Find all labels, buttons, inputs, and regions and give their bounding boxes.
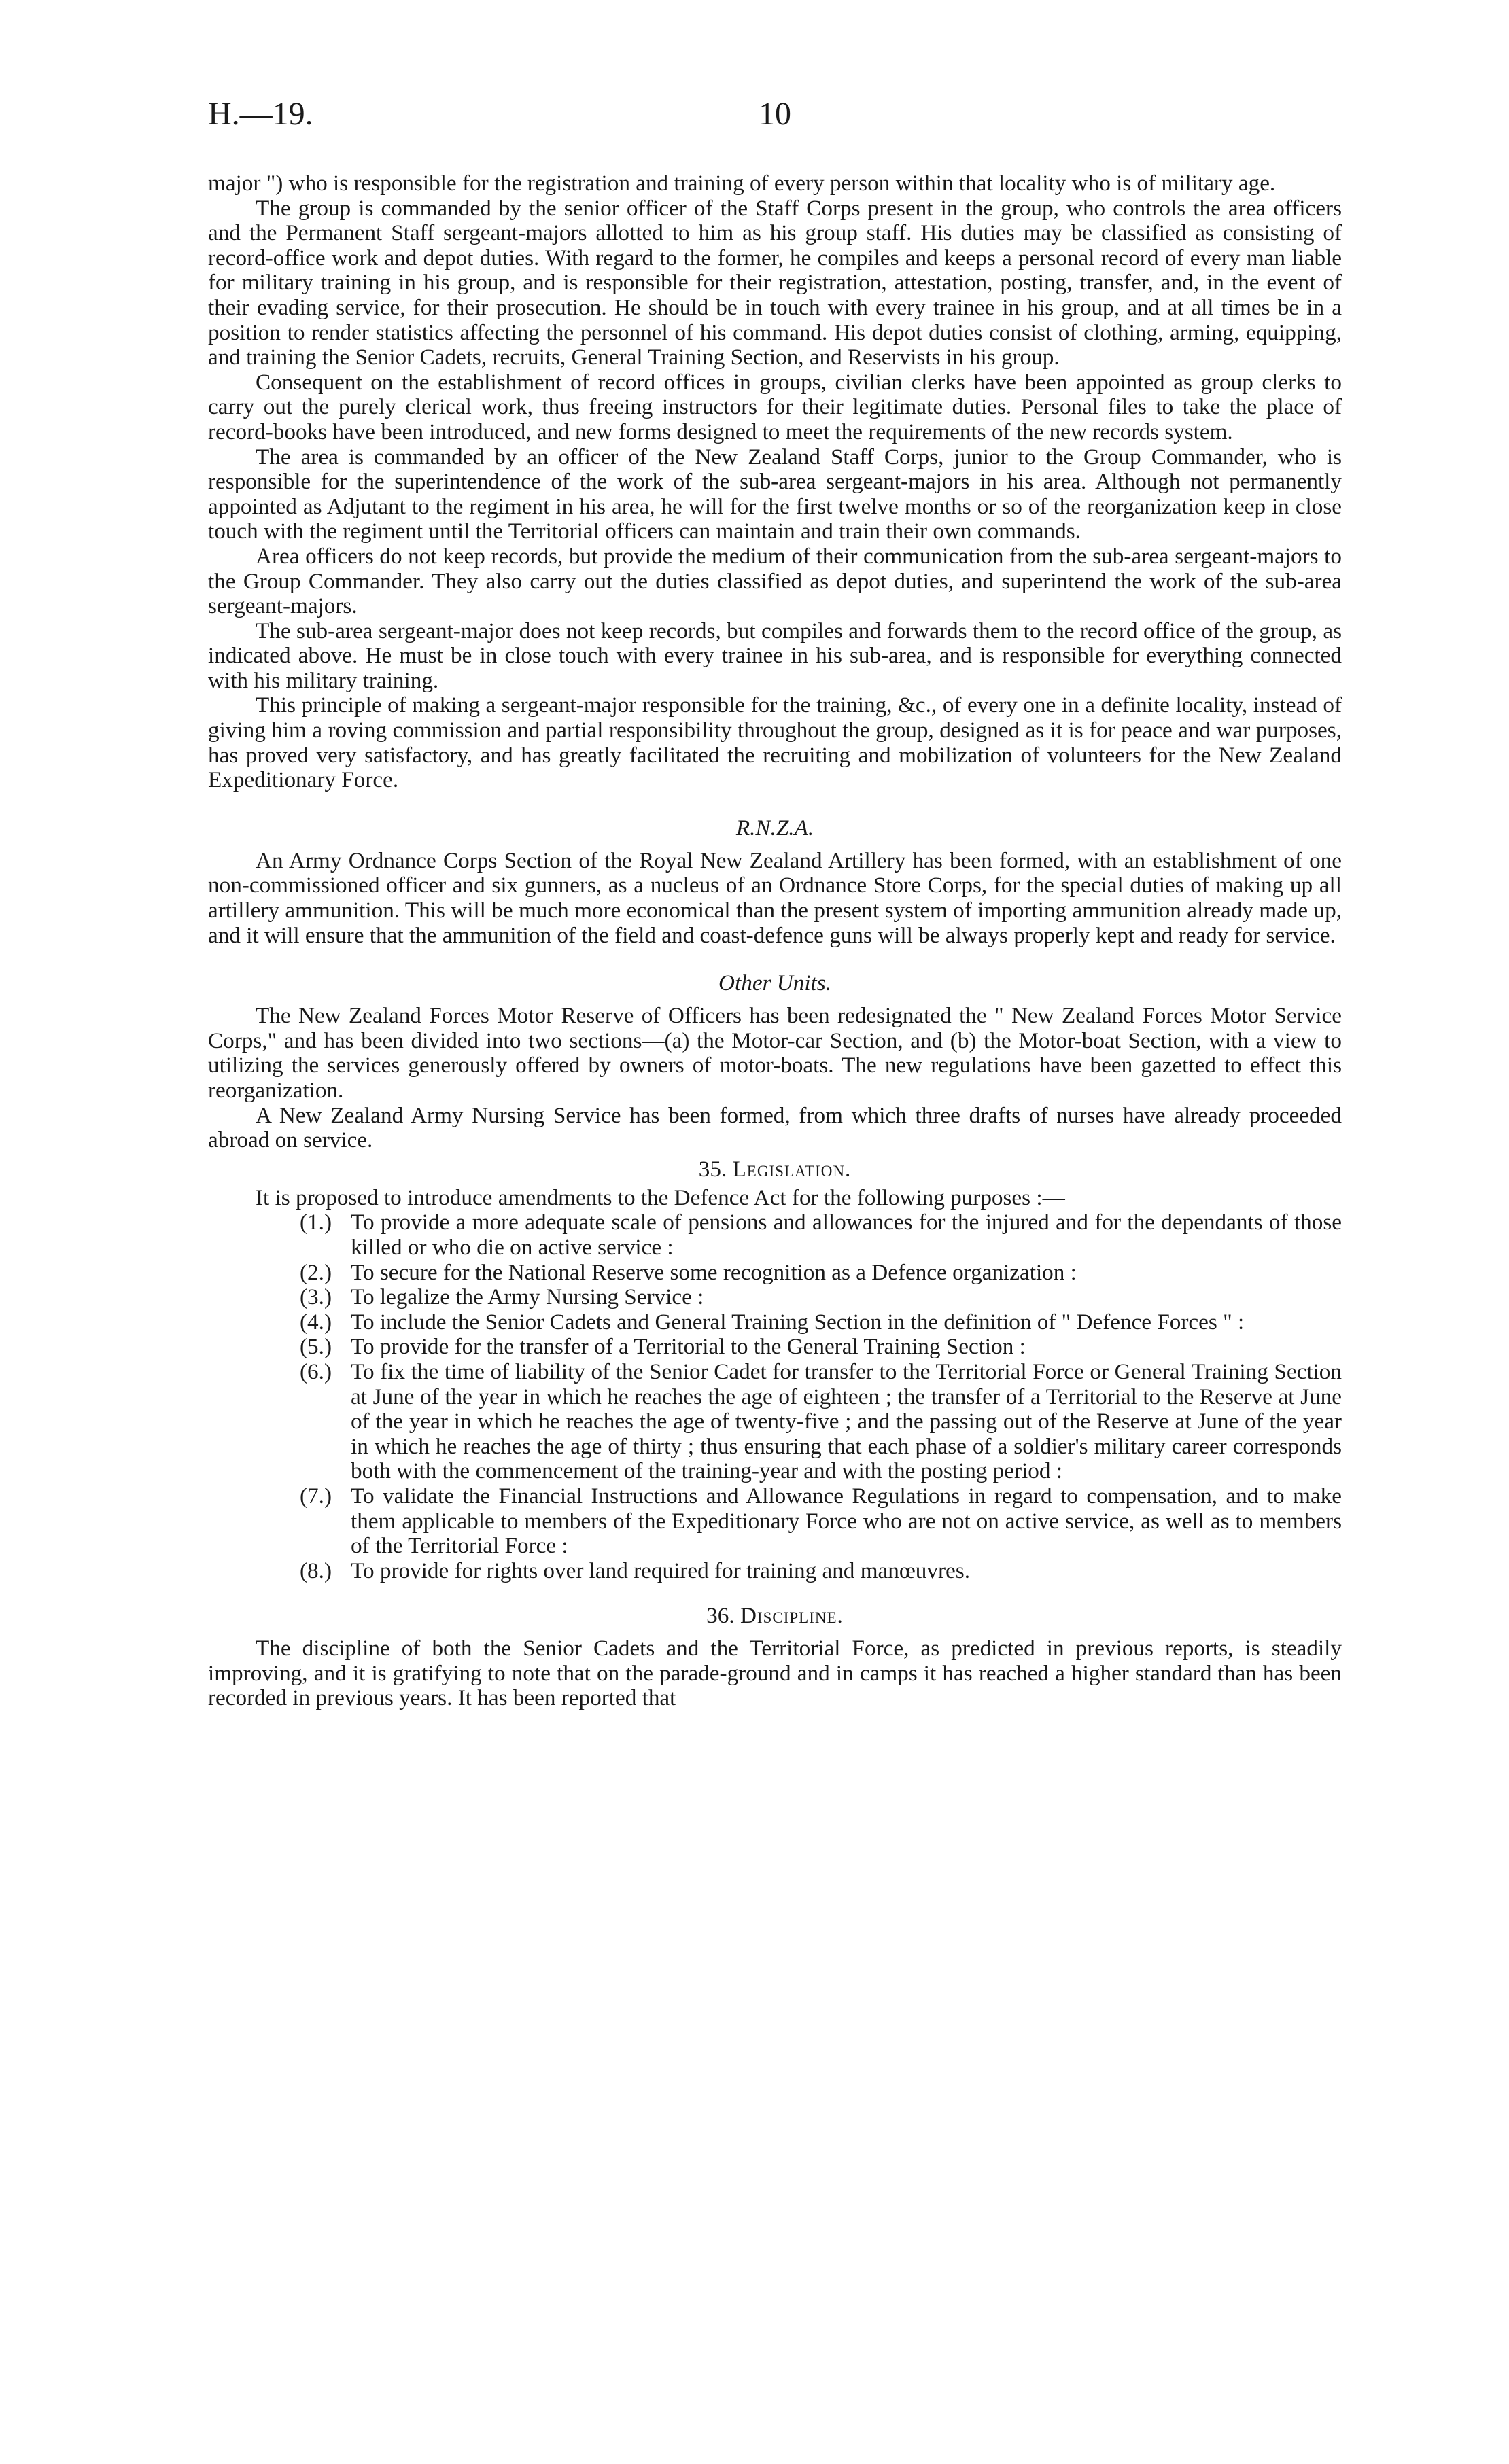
legislation-list (208, 1210, 1342, 1583)
list-item-text: To include the Senior Cadets and General Training Section in the definition of " Defence Forces " : (351, 1309, 1245, 1335)
section-heading-legislation (208, 1156, 1342, 1183)
paragraph: It is proposed to introduce amendments to the Defence Act for the following purposes :— (256, 1184, 1065, 1210)
section-title: Legislation. (732, 1156, 852, 1182)
list-item-text: To provide for the transfer of a Territorial to the General Training Section : (351, 1334, 1026, 1360)
section-title: Discipline. (740, 1603, 844, 1629)
paragraph: The New Zealand Forces Motor Reserve of Officers has been redesignated the " New Zealand Forces Motor Service Corps," and has been divided into two sections—(a) the Motor-car Section, and (b) the Motor-boat Section, with a view to utilizing the services generously offered by owners of motor-boats. The new regulations have been gazetted to effect this reorganization. (208, 1003, 1342, 1103)
paragraph: major ") who is responsible for the registration and training of every person within that locality who is of military age. (208, 171, 1276, 196)
paragraph: The group is commanded by the senior officer of the Staff Corps present in the group, who controls the area officers and the Permanent Staff sergeant-majors allotted to him as his group staff. His duties may be classified as consisting of record-office work and depot duties. With regard to the former, he compiles and keeps a personal record of every man liable for military training in his group, and is responsible for their registration, attestation, posting, transfer, and, in the event of their evading service, for their prosecution. He should be in touch with every trainee in his group, and at all times be in a position to render statistics affecting the personnel of his command. His depot duties consist of clothing, arming, equipping, and training the Senior Cadets, recruits, General Training Section, and Reservists in his group. (208, 195, 1342, 370)
list-item (208, 1484, 1342, 1559)
paragraph: Area officers do not keep records, but provide the medium of their communication from the sub-area sergeant-majors to the Group Commander. They also carry out the duties classified as depot duties, and superintend the work of the sub-area sergeant-majors. (208, 543, 1342, 619)
list-item-text: To provide for rights over land required for training and manœuvres. (351, 1557, 970, 1583)
list-item (208, 1285, 1342, 1310)
section-heading-discipline (208, 1602, 1342, 1630)
list-item-number: (5.) (300, 1334, 332, 1360)
paragraph: The discipline of both the Senior Cadets and the Territorial Force, as predicted in previous reports, is steadily improving, and it is gratifying to note that on the parade-ground and in camps it has reached a higher standard than has been recorded in previous years. It has been reported that (208, 1636, 1342, 1711)
paragraph: Consequent on the establishment of record offices in groups, civilian clerks have been appointed as group clerks to carry out the purely clerical work, thus freeing instructors for their legitimate duties. Personal files to take the place of record-books have been introduced, and new forms designed to meet the requirements of the new records system. (208, 369, 1342, 444)
list-item-number: (1.) (300, 1210, 332, 1235)
list-item-number: (3.) (300, 1284, 332, 1310)
list-item (208, 1310, 1342, 1335)
paragraph: A New Zealand Army Nursing Service has been formed, from which three drafts of nurses have already proceeded abroad on service. (208, 1102, 1342, 1153)
list-item (208, 1335, 1342, 1360)
list-item (208, 1261, 1342, 1286)
list-item-text: To secure for the National Reserve some recognition as a Defence organization : (351, 1259, 1077, 1285)
page-number: 10 (759, 96, 791, 132)
list-item (208, 1360, 1342, 1484)
list-item-number: (2.) (300, 1259, 332, 1285)
document-reference: H.—19. (208, 96, 313, 132)
list-item-text: To validate the Financial Instructions and Allowance Regulations in regard to compensation, and to make them applicable to members of the Expeditionary Force who are not on active service, as well as to members of the Territorial Force : (351, 1483, 1342, 1559)
list-item-number: (6.) (300, 1358, 332, 1384)
section-number: 35. (698, 1156, 727, 1182)
section-heading-rnza: R.N.Z.A. (735, 815, 814, 841)
list-item-text: To legalize the Army Nursing Service : (351, 1284, 704, 1310)
list-item-text: To provide a more adequate scale of pensions and allowances for the injured and for the dependants of those killed or who die on active service : (351, 1210, 1342, 1260)
list-item-text: To fix the time of liability of the Senior Cadet for transfer to the Territorial Force or General Training Section at June of the year in which he reaches the age of eighteen ; the transfer of a Territorial to the Reserve at June of the year in which he reaches the age of twenty-five ; and the passing out of the Reserve at June of the year in which he reaches the age of thirty ; thus ensuring that each phase of a soldier's military career corresponds both with the commencement of the training-year and with the posting period : (351, 1358, 1342, 1484)
paragraph: This principle of making a sergeant-major responsible for the training, &c., of every one in a definite locality, instead of giving him a roving commission and partial responsibility throughout the group, designed as it is for peace and war purposes, has proved very satisfactory, and has greatly facilitated the recruiting and mobilization of volunteers for the New Zealand Expeditionary Force. (208, 692, 1342, 793)
section-number: 36. (706, 1603, 735, 1629)
list-item-number: (8.) (300, 1557, 332, 1583)
page-header (208, 94, 1342, 148)
list-item (208, 1559, 1342, 1584)
page-body (208, 171, 1342, 1711)
section-heading-other-units: Other Units. (718, 970, 831, 996)
list-item-number: (7.) (300, 1483, 332, 1509)
list-item (208, 1210, 1342, 1260)
paragraph: The area is commanded by an officer of the New Zealand Staff Corps, junior to the Group Commander, who is responsible for the superintendence of the work of the sub-area sergeant-majors in his area. Although not permanently appointed as Adjutant to the regiment in his area, he will for the first twelve months or so of the reorganization keep in close touch with the regiment until the Territorial officers can maintain and train their own commands. (208, 444, 1342, 544)
paragraph: An Army Ordnance Corps Section of the Royal New Zealand Artillery has been formed, with an establishment of one non-commissioned officer and six gunners, as a nucleus of an Ordnance Store Corps, for the special duties of making up all artillery ammunition. This will be much more economical than the present system of importing ammunition already made up, and it will ensure that the ammunition of the field and coast-defence guns will be always properly kept and ready for service. (208, 847, 1342, 948)
paragraph: The sub-area sergeant-major does not keep records, but compiles and forwards them to the record office of the group, as indicated above. He must be in close touch with every trainee in his sub-area, and is responsible for everything connected with his military training. (208, 618, 1342, 693)
list-item-number: (4.) (300, 1309, 332, 1335)
